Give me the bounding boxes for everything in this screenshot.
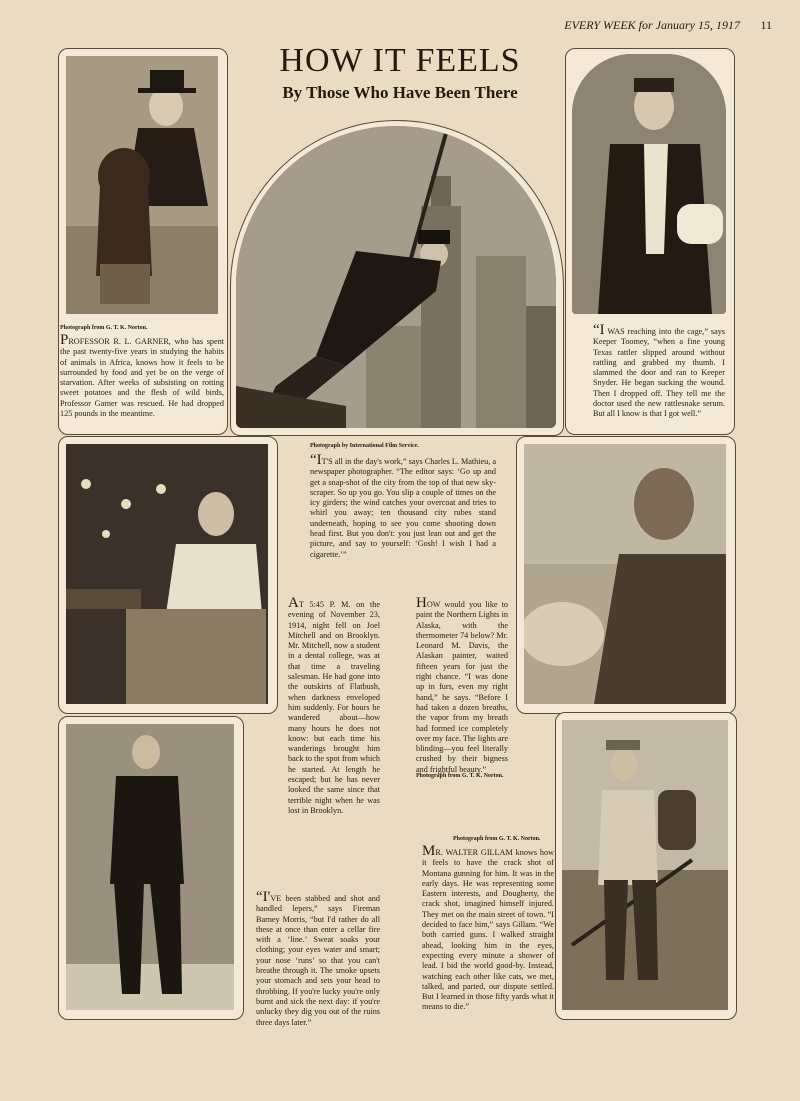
hunter-with-rifle-icon bbox=[562, 720, 728, 1010]
page-subtitle: By Those Who Have Been There bbox=[282, 83, 518, 102]
davis-credit: Photograph from G. T. K. Norton. bbox=[416, 773, 504, 779]
photographer-on-girder-icon bbox=[236, 126, 556, 428]
gillam-photo bbox=[562, 720, 728, 1010]
davis-story: HOW would you like to paint the Northern Lights in Alaska, with the thermometer 74 below? Mr. Leonard M. Davis, the Alaskan painter, waited fifteen years for just the right chance. “I was done up in furs, even my right hand,” he says. “Before I had taken a dozen breaths, the vapor from my breath had formed ice completely over my face. The lights are blinding—you feel literally crushed by their bigness and frightful beauty.” bbox=[416, 595, 508, 774]
mathieu-photo bbox=[236, 126, 556, 428]
garner-photo bbox=[66, 56, 218, 314]
gillam-story: MR. WALTER GILLAM knows how it feels to have the crack shot of Montana gunning for him. It was in the early days. He was representing some Eastern interests, and Dougherty, the crack shot, imagined himself injured. They met on the main street of town. “I decided to face him,” says Gillam. “We both carried guns. I walked straight ahead, looking him in the eyes, expecting every minute a shower of lead. I bid the world good-by. Instead, watching each other like cats, we met, talked, and parted, our dispute settled. But I learned in those fifty yards what it means to die.” bbox=[422, 843, 554, 1012]
gillam-credit: Photograph from G. T. K. Norton. bbox=[453, 836, 541, 842]
page-number: 11 bbox=[760, 18, 772, 32]
running-head bbox=[564, 18, 772, 33]
mitchell-photo bbox=[66, 444, 268, 704]
davis-photo bbox=[524, 444, 726, 704]
morris-photo bbox=[66, 724, 234, 1010]
mitchell-story: AT 5:45 P. M. on the evening of November 23, 1914, night fell on Joel Mitchell and on Brooklyn. Mr. Mitchell, now a student in a dental college, was at that time a traveling salesman. He had gone into the outskirts of Flatbush, when darkness enveloped him suddenly. For hours he wandered about—how many hours he does not know: but each time his wanderings brought him back to the spot from which he started. At length he escaped; but he has never looked the same since that terrible night when he was lost in Brooklyn. bbox=[288, 595, 380, 815]
painter-with-palette-icon bbox=[524, 444, 726, 704]
keeper-bandaged-arm-icon bbox=[572, 54, 726, 314]
garner-story: PROFESSOR R. L. GARNER, who has spent the past twenty-five years in studying the habits of animals in Africa, knows how it feels to be surrounded by food and yet be on the verge of starvation. After weeks of subsisting on rotting sweet potatoes and the flesh of wild birds, Professor Garner was rescued. He had dropped 125 pounds in the meantime. bbox=[60, 332, 224, 419]
morris-story: “I'VE been stabbed and shot and handled lepers,” says Fireman Barney Morris, “but I'd rather do all these at once than enter a cellar fire with a ‘line.’ Sweat soaks your clothing; your eyes water and smart; your nose ‘runs’ so that you can't breathe through it. The smoke upsets your stomach and sets your head to throbbing. If you're lucky you're only burnt and sick the next day: if you're unlucky they dig you out of the ruins three days later.” bbox=[256, 889, 380, 1027]
man-with-chimpanzee-icon bbox=[66, 56, 218, 314]
running-head-text: EVERY WEEK for January 15, 1917 bbox=[564, 18, 740, 32]
garner-credit: Photograph from G. T. K. Norton. bbox=[60, 325, 148, 331]
fireman-standing-icon bbox=[66, 724, 234, 1010]
toomey-photo bbox=[572, 54, 726, 314]
toomey-story: “I WAS reaching into the cage,” says Keeper Toomey, “when a fine young Texas rattler slipped around without rattling and grabbed my thumb. I slammed the door and ran to Keeper Snyder. He began sucking the wound. Then I dropped off. They tell me the doctor used the new rattlesnake serum. But all I know is that I got well.” bbox=[593, 322, 725, 419]
page-title: HOW IT FEELS bbox=[279, 42, 521, 79]
mathieu-story: “IT'S all in the day's work,” says Charles L. Mathieu, a newspaper photographer. “The editor says: ‘Go up and get a snap-shot of the city from the top of that new sky-scraper. So up you go. You slip a couple of times on the icy girders; the wind catches your overcoat and tries to whirl you away; ten thousand city rubes stand underneath, hoping to see you come shooting down head first. But you don't: you just lean out and get the picture, and say to yourself: ‘Gosh! I wish I had a cigarette.’” bbox=[310, 452, 496, 559]
mathieu-credit: Photograph by International Film Service. bbox=[310, 443, 419, 449]
man-at-desk-with-lamps-icon bbox=[66, 444, 268, 704]
